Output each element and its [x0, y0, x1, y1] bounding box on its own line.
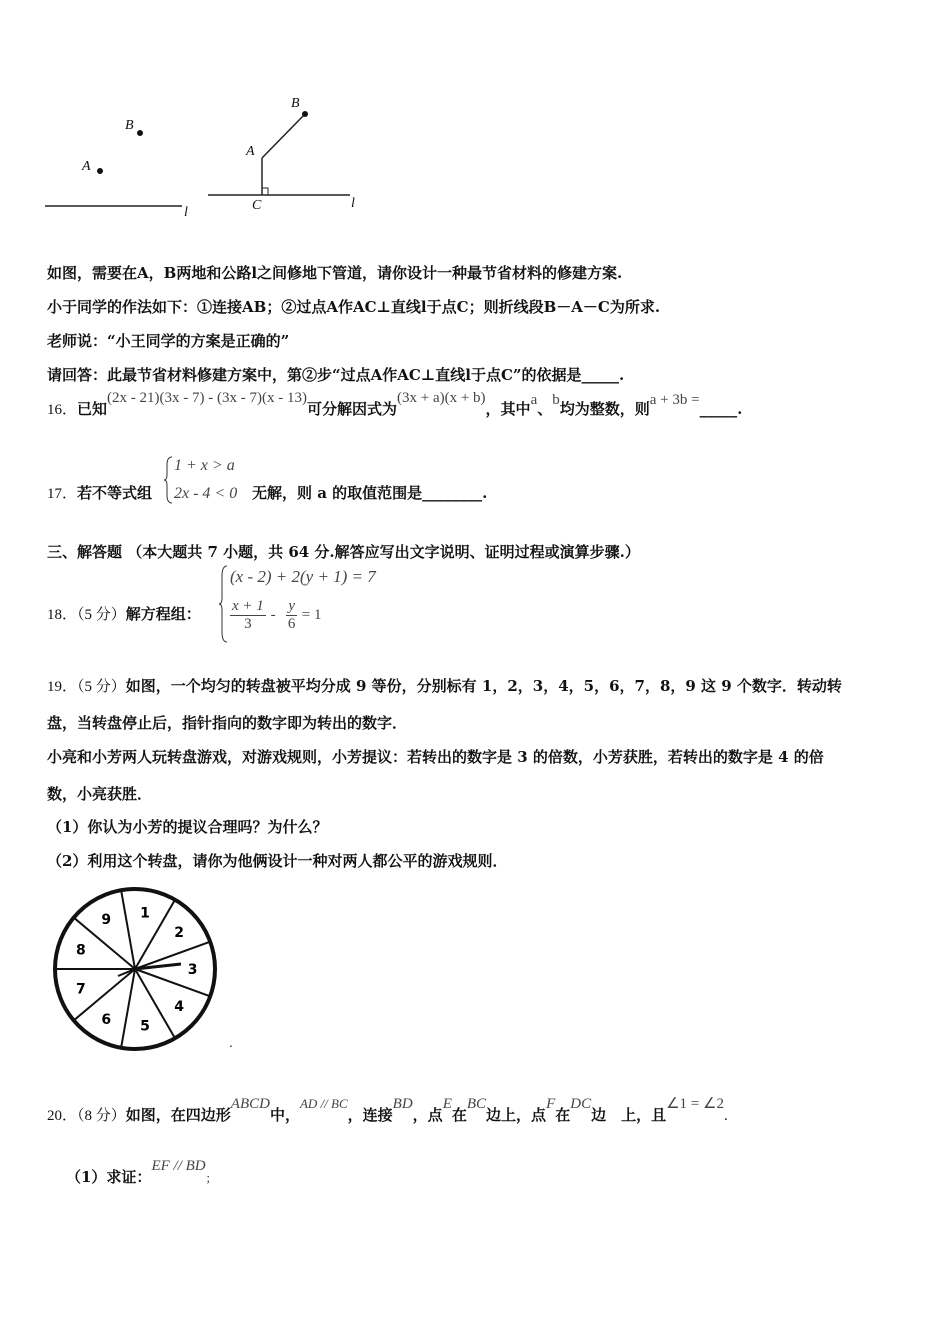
q20-ad-parallel-bc: AD // BC	[299, 1096, 348, 1111]
fig1-label-a: A	[82, 159, 91, 174]
q20-text-3: ，连接	[347, 1106, 393, 1124]
q16-text-4: 均为整数，则	[559, 400, 650, 418]
q16-text-3: ，其中	[485, 400, 531, 418]
point-a-dot	[97, 168, 103, 174]
q18-frac-1-den: 3	[244, 616, 252, 632]
q20-e: E	[442, 1096, 452, 1112]
wheel-number: 6	[101, 1011, 112, 1028]
wheel-number: 4	[174, 999, 184, 1016]
segment-ab	[262, 114, 305, 158]
q20-text-2: 中，	[269, 1106, 300, 1124]
fig1-label-b: B	[125, 118, 134, 133]
wheel-number: 1	[140, 905, 150, 922]
q15-line-2: 小于同学的作法如下：①连接AB；②过点A作AC⊥直线l于点C；则折线段B－A－C为所求.	[47, 298, 661, 316]
q20-text-7: 在	[555, 1106, 571, 1124]
q19-score: （5 分）	[77, 679, 126, 695]
q20-part-1-end: ；	[205, 1173, 217, 1185]
q20-part-1-text: （1）求证：	[66, 1168, 152, 1186]
q18-frac-2	[286, 598, 297, 633]
q16	[47, 390, 743, 432]
q16-target: a + 3b =	[649, 392, 700, 408]
q20-dc: DC	[570, 1096, 592, 1112]
wheel-number: 7	[75, 981, 86, 998]
q18-frac-1-num: x + 1	[232, 598, 264, 614]
q20-text-1: 如图，在四边形	[125, 1106, 231, 1124]
q18-frac-2-num: y	[288, 598, 296, 614]
q18-frac-2-den: 6	[287, 616, 296, 632]
q16-var-b: b	[552, 392, 560, 408]
q20-end: .	[723, 1108, 728, 1124]
q17-number: 17．	[47, 486, 78, 502]
q17-text-1: 若不等式组	[77, 484, 153, 502]
wheel-number: 9	[101, 912, 112, 929]
q18-equation-1: (x - 2) + 2(y + 1) = 7	[230, 567, 376, 586]
q20-text-8: 边 上，且	[591, 1106, 667, 1124]
q20-text-6: 边上，点	[486, 1106, 547, 1124]
q18	[47, 603, 201, 624]
wheel-number: 2	[174, 924, 184, 941]
wheel-caption-dot: .	[229, 1036, 233, 1050]
q19-part-1: （1）你认为小芳的提议合理吗？为什么？	[47, 818, 328, 836]
fig2-label-l: l	[351, 196, 355, 211]
q16-blank: _____.	[699, 400, 743, 418]
q18-equation-2	[230, 598, 322, 633]
q18-rhs: = 1	[301, 607, 322, 623]
q15-line-1: 如图，需要在A，B两地和公路l之间修地下管道，请你设计一种最节省材料的修建方案.	[47, 264, 623, 282]
fig2-label-b: B	[291, 96, 300, 111]
figure-perpendicular	[205, 100, 375, 210]
q16-number: 16．	[47, 402, 78, 418]
q16-text-2: 可分解因式为	[306, 400, 397, 418]
q20-number: 20．	[47, 1108, 78, 1124]
q19-line-4: 数，小亮获胜．	[47, 785, 153, 803]
q15-line-3: 老师说：“小王同学的方案是正确的”	[47, 332, 290, 350]
spinner-wheel	[48, 884, 228, 1064]
q20-text-5: 在	[451, 1106, 467, 1124]
fig2-label-c: C	[252, 198, 262, 213]
q18-text: 解方程组：	[125, 605, 201, 623]
q20-text-4: ，点	[412, 1106, 443, 1124]
wheel-number: 3	[187, 962, 198, 978]
q16-sep: 、	[537, 400, 553, 418]
q19-number: 19．	[47, 679, 78, 695]
fig2-label-a: A	[246, 144, 255, 159]
q17	[47, 482, 152, 503]
q20-ef-parallel-bd: EF // BD	[151, 1158, 206, 1174]
q16-expression: (2x - 21)(3x - 7) - (3x - 7)(x - 13)	[107, 390, 307, 406]
point-b-dot	[302, 111, 308, 117]
q19-line-1	[47, 675, 842, 696]
q19-line-3: 小亮和小芳两人玩转盘游戏，对游戏规则，小芳提议：若转出的数字是 3 的倍数，小芳获胜，若转出的数字是 4 的倍	[47, 748, 824, 766]
q20-score: （8 分）	[77, 1108, 126, 1124]
q20	[47, 1096, 728, 1125]
q18-minus: -	[270, 607, 276, 623]
q20-bd: BD	[392, 1096, 413, 1112]
q20-angles: ∠1 = ∠2	[666, 1096, 724, 1112]
q18-number: 18．	[47, 607, 78, 623]
q20-part-1	[66, 1158, 217, 1187]
q17-text-2: 无解，则 a 的取值范围是________.	[252, 484, 488, 502]
q18-brace	[219, 564, 229, 644]
q16-factor: (3x + a)(x + b)	[396, 390, 486, 406]
q16-text-1: 已知	[77, 400, 108, 418]
q17-inequality-1: 1 + x > a	[174, 457, 235, 474]
q15-line-4: 请回答：此最节省材料修建方案中，第②步“过点A作AC⊥直线l于点C”的依据是_____.	[47, 366, 625, 384]
q17-brace	[164, 455, 174, 505]
q16-var-a: a	[530, 392, 538, 408]
q20-abcd: ABCD	[230, 1096, 270, 1112]
q18-score: （5 分）	[77, 607, 126, 623]
q19-part-2: （2）利用这个转盘，请你为他俩设计一种对两人都公平的游戏规则．	[47, 852, 508, 870]
q20-bc: BC	[466, 1096, 487, 1112]
point-b-dot	[137, 130, 143, 136]
q19-line-2: 盘，当转盘停止后，指针指向的数字即为转出的数字．	[47, 714, 408, 732]
q19-text-1: 如图，一个均匀的转盘被平均分成 9 等份，分别标有 1，2，3，4，5，6，7，8，9 这 9 个数字．转动转	[125, 677, 842, 695]
q18-frac-1	[230, 598, 266, 633]
q17-inequality-2: 2x - 4 < 0	[174, 485, 238, 502]
section-3-heading: 三、解答题 （本大题共 7 小题，共 64 分.解答应写出文字说明、证明过程或演算步骤.）	[47, 543, 640, 561]
fig1-label-l: l	[184, 205, 188, 220]
wheel-number: 8	[75, 942, 86, 959]
right-angle-mark	[262, 188, 268, 195]
wheel-number: 5	[140, 1018, 150, 1035]
q20-f: F	[546, 1096, 556, 1112]
